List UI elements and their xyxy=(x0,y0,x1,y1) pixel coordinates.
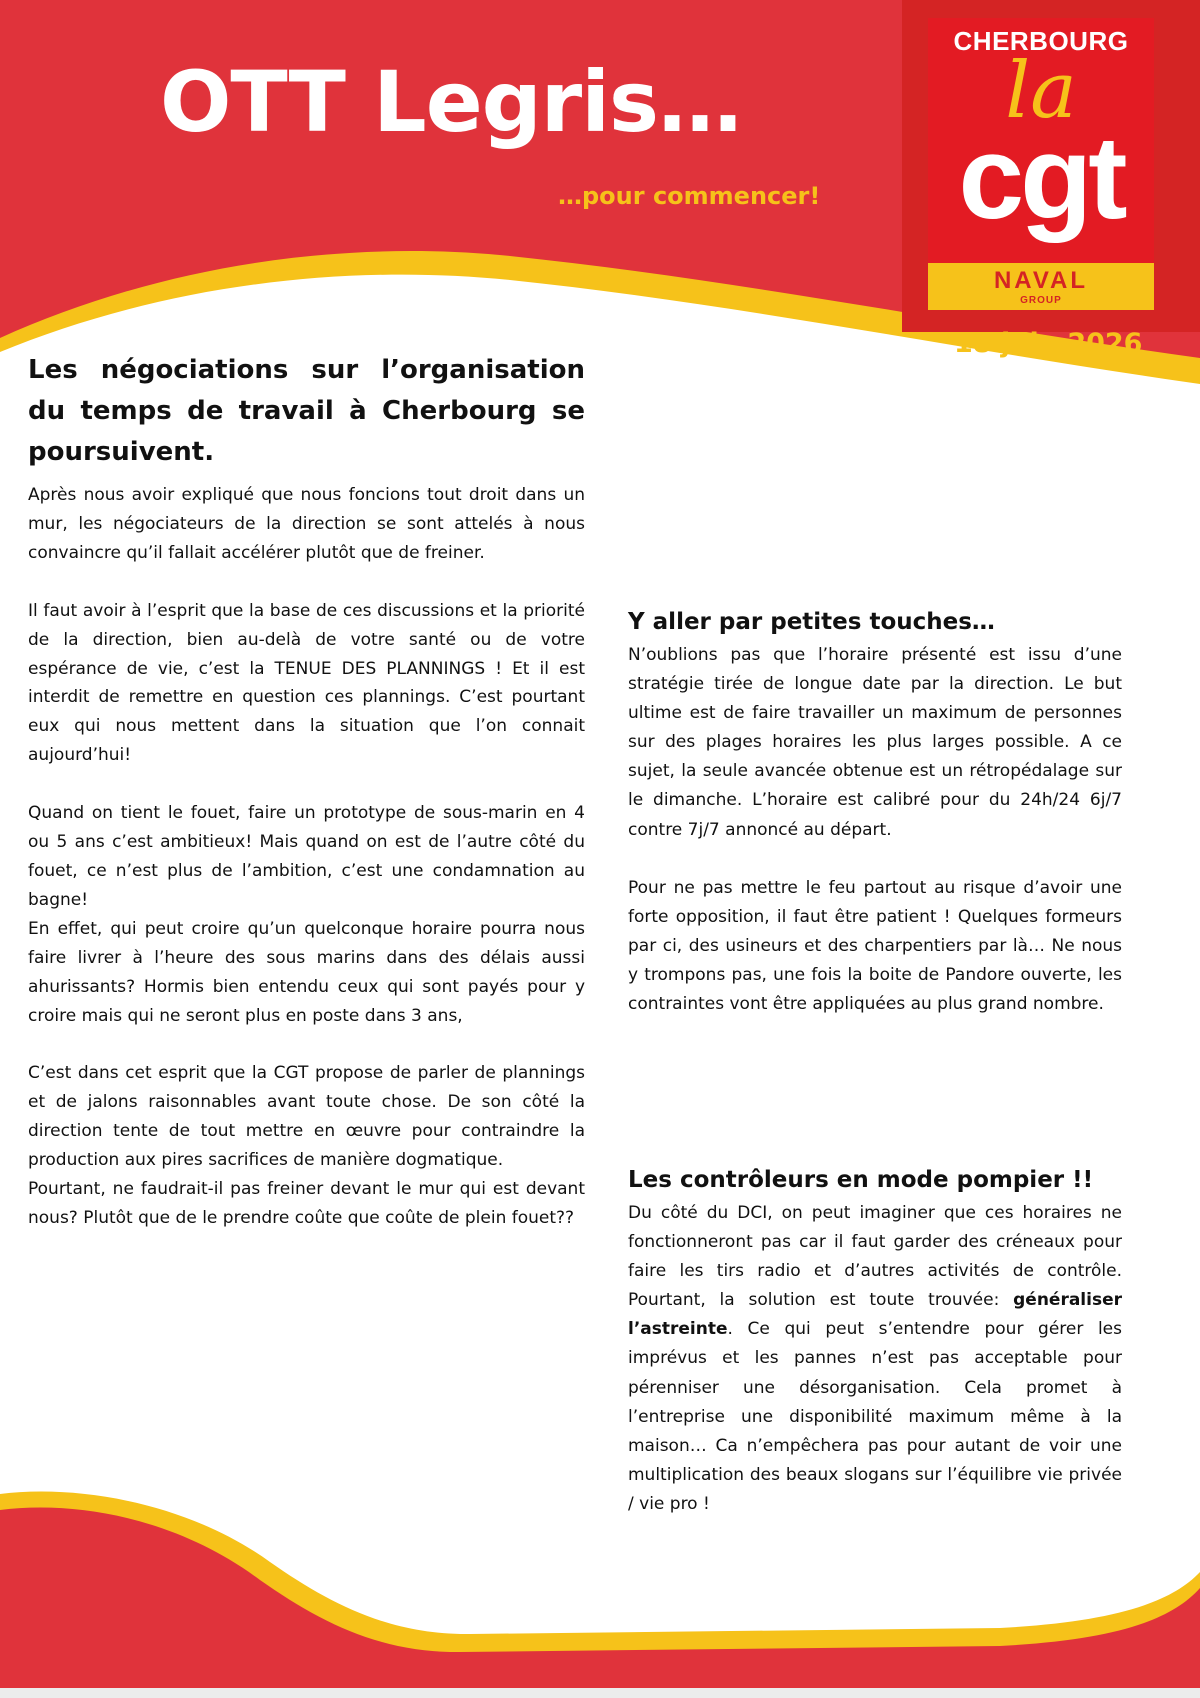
publication-date: 18 juin 2026 xyxy=(954,328,1143,359)
page-title: OTT Legris… xyxy=(160,53,742,151)
cgt-logo-panel xyxy=(928,18,1154,310)
right-paragraph-3-end: . Ce qui peut s’entendre pour gérer les imprévus et les pannes n’est pas acceptable pour pérenniser une désorganisation. Cela promet à l’entreprise une disponibilité maximum même à la maison… Ca n’empêchera pas pour autant de voir une multiplication des beaux slogans sur l’équilibre vie privée / vie pro ! xyxy=(628,1319,1122,1514)
left-paragraph-4: En effet, qui peut croire qu’un quelconque horaire pourra nous faire livrer à l’heure des sous marins dans des délais aussi ahurissants? Hormis bien entendu ceux qui sont payés pour y croire mais qui ne seront plus en poste dans 3 ans, xyxy=(28,918,585,1026)
cgt-logo xyxy=(902,0,1200,332)
logo-cgt: cgt xyxy=(958,112,1124,244)
right-column-section-2 xyxy=(628,1163,1122,1548)
right-paragraph-2: Pour ne pas mettre le feu partout au risque d’avoir une forte opposition, il faut être patient ! Quelques formeurs par ci, des usineurs et des charpentiers par là… Ne nous y trompons pas, une fois la boite de Pandore ouverte, les contraintes vont être appliquées au plus grand nombre. xyxy=(628,877,1122,1015)
left-paragraph-5: C’est dans cet esprit que la CGT propose de parler de plannings et de jalons raisonnables avant toute chose. De son côté la direction tente de tout mettre en œuvre pour contraindre la production aux pires sacrifices de manière dogmatique. xyxy=(28,1063,585,1171)
left-column xyxy=(28,350,585,1262)
logo-city: CHERBOURG xyxy=(953,26,1129,56)
right-paragraph-3 xyxy=(628,1199,1122,1519)
left-heading: Les négociations sur l’organisation du temps de travail à Cherbourg se poursuivent. xyxy=(28,355,585,467)
right-paragraph-3-emphasis: généraliser l’astreinte xyxy=(628,1290,1122,1340)
left-paragraph-6: Pourtant, ne faudrait-il pas freiner devant le mur qui est devant nous? Plutôt que de le prendre coûte que coûte de plein fouet?? xyxy=(28,1179,585,1228)
page-subtitle: …pour commencer! xyxy=(558,182,821,210)
right-paragraph-1: N’oublions pas que l’horaire présenté est issu d’une stratégie tirée de longue date par la direction. Le but ultime est de faire travailler un maximum de personnes sur des plages horaires les plus larges possible. A ce sujet, la seule avancée obtenue est un rétropédalage sur le dimanche. L’horaire est calibré pour du 24h/24 6j/7 contre 7j/7 annoncé au départ. xyxy=(628,645,1122,840)
left-paragraph-2: Il faut avoir à l’esprit que la base de ces discussions et la priorité de la direction, bien au-delà de votre santé ou de votre espérance de vie, c’est la TENUE DES PLANNINGS ! Et il est interdit de remettre en question ces plannings. C’est pourtant eux qui nous mettent dans la situation que l’on connait aujourd’hui! xyxy=(28,600,585,766)
logo-naval-band xyxy=(928,263,1154,310)
logo-la: la xyxy=(1005,46,1077,136)
right-paragraph-3-start: Du côté du DCI, on peut imaginer que ces horaires ne fonctionneront pas car il faut garder des créneaux pour faire les tirs radio et d’autres activités de contrôle. Pourtant, la solution est toute trouvée: xyxy=(628,1203,1122,1311)
left-paragraph-1: Après nous avoir expliqué que nous foncions tout droit dans un mur, les négociateurs de la direction se sont attelés à nous convaincre qu’il fallait accélérer plutôt que de freiner. xyxy=(28,485,585,563)
logo-naval: NAVAL xyxy=(993,267,1089,294)
logo-group: GROUP xyxy=(1020,295,1062,306)
right-heading-1: Y aller par petites touches… xyxy=(628,609,995,635)
right-column-section-1 xyxy=(628,605,1122,1048)
bottom-strip xyxy=(0,1688,1200,1698)
left-paragraph-3: Quand on tient le fouet, faire un prototype de sous-marin en 4 ou 5 ans c’est ambitieux! Mais quand on est de l’autre côté du fouet, ce n’est plus de l’ambition, c’est une condamnation au bagne! xyxy=(28,803,585,910)
right-heading-2: Les contrôleurs en mode pompier !! xyxy=(628,1167,1094,1193)
